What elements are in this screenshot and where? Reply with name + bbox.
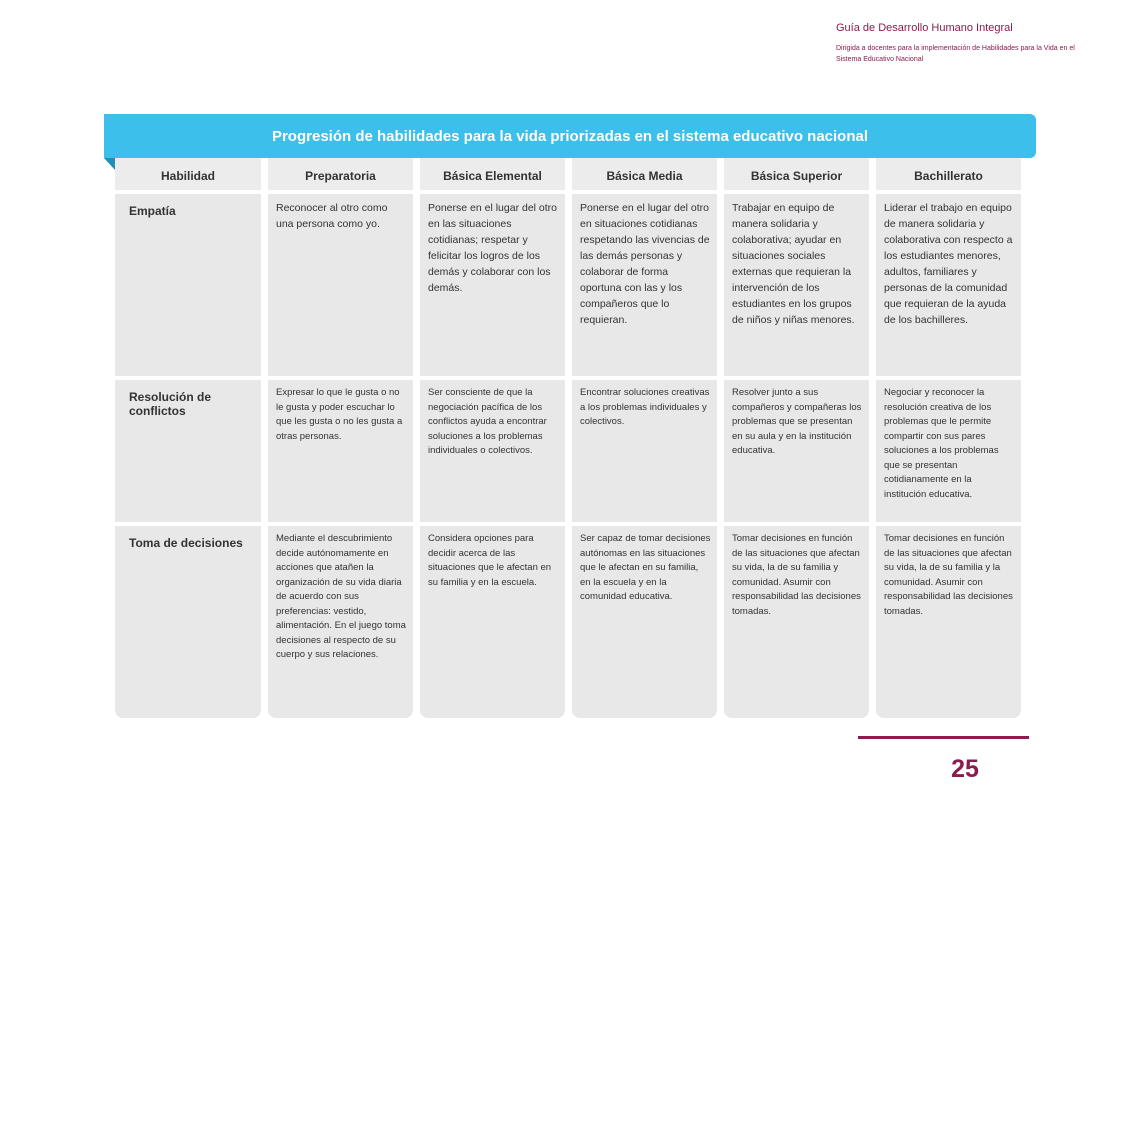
row-label-resolucion-conflictos: Resolución de conflictos — [115, 380, 261, 522]
table-cell: Negociar y reconocer la resolución creativa de los problemas que le permite compartir con sus pares soluciones a los problemas que se presentan cotidianamente en la institución educativa. — [876, 380, 1021, 522]
table-cell: Trabajar en equipo de manera solidaria y colaborativa; ayudar en situaciones sociales externas que requieran la intervención de los estudiantes en los grupos de niños y niñas menores. — [724, 194, 869, 376]
table-cell: Reconocer al otro como una persona como yo. — [268, 194, 413, 376]
table-cell: Encontrar soluciones creativas a los problemas individuales y colectivos. — [572, 380, 717, 522]
table-cell: Resolver junto a sus compañeros y compañeras los problemas que se presentan en su aula y en la institución educativa. — [724, 380, 869, 522]
table-cell: Tomar decisiones en función de las situaciones que afectan su vida, la de su familia y la comunidad. Asumir con responsabilidad las decisiones tomadas. — [876, 526, 1021, 718]
banner-fold — [104, 158, 115, 170]
table-cell: Expresar lo que le gusta o no le gusta y poder escuchar lo que les gusta o no les gusta a otras personas. — [268, 380, 413, 522]
page-number: 25 — [951, 755, 979, 783]
table-cell: Ser capaz de tomar decisiones autónomas en las situaciones que le afectan en su familia, en la escuela y en la comunidad educativa. — [572, 526, 717, 718]
table-cell: Ser consciente de que la negociación pacífica de los conflictos ayuda a encontrar soluciones a los problemas individuales o colectivos. — [420, 380, 565, 522]
table-cell: Mediante el descubrimiento decide autónomamente en acciones que atañen la organización de su vida diaria de acuerdo con sus preferencias: vestido, alimentación. En el juego toma decisiones al respecto de su cuerpo y sus relaciones. — [268, 526, 413, 718]
column-header-basica-elemental: Básica Elemental — [420, 158, 565, 190]
guide-subtitle: Dirigida a docentes para la implementación de Habilidades para la Vida en el Sistema Educativo Nacional — [836, 45, 1075, 63]
column-header-skill: Habilidad — [115, 158, 261, 190]
column-header-basica-media: Básica Media — [572, 158, 717, 190]
table-cell: Ponerse en el lugar del otro en las situaciones cotidianas; respetar y felicitar los logros de los demás y colaborar con los demás. — [420, 194, 565, 376]
skills-table — [115, 158, 1021, 718]
table-banner — [104, 114, 1036, 158]
page-number-rule — [858, 736, 1029, 739]
guide-title: Guía de Desarrollo Humano Integral — [836, 22, 1013, 34]
row-label-toma-decisiones: Toma de decisiones — [115, 526, 261, 718]
column-header-bachillerato: Bachillerato — [876, 158, 1021, 190]
column-header-preparatoria: Preparatoria — [268, 158, 413, 190]
row-label-empatia: Empatía — [115, 194, 261, 376]
column-header-basica-superior: Básica Superior — [724, 158, 869, 190]
table-cell: Ponerse en el lugar del otro en situaciones cotidianas respetando las vivencias de las demás personas y colaborar de forma oportuna con las y los compañeros que lo requieran. — [572, 194, 717, 376]
table-title: Progresión de habilidades para la vida priorizadas en el sistema educativo nacional — [271, 127, 869, 145]
table-cell: Tomar decisiones en función de las situaciones que afectan su vida, la de su familia y comunidad. Asumir con responsabilidad las decisiones tomadas. — [724, 526, 869, 718]
table-cell: Considera opciones para decidir acerca de las situaciones que le afectan en su familia y en la escuela. — [420, 526, 565, 718]
table-cell: Liderar el trabajo en equipo de manera solidaria y colaborativa con respecto a los estudiantes menores, adultos, familiares y personas de la comunidad que requieran de la ayuda de los bachilleres. — [876, 194, 1021, 376]
page-header — [836, 22, 1076, 65]
